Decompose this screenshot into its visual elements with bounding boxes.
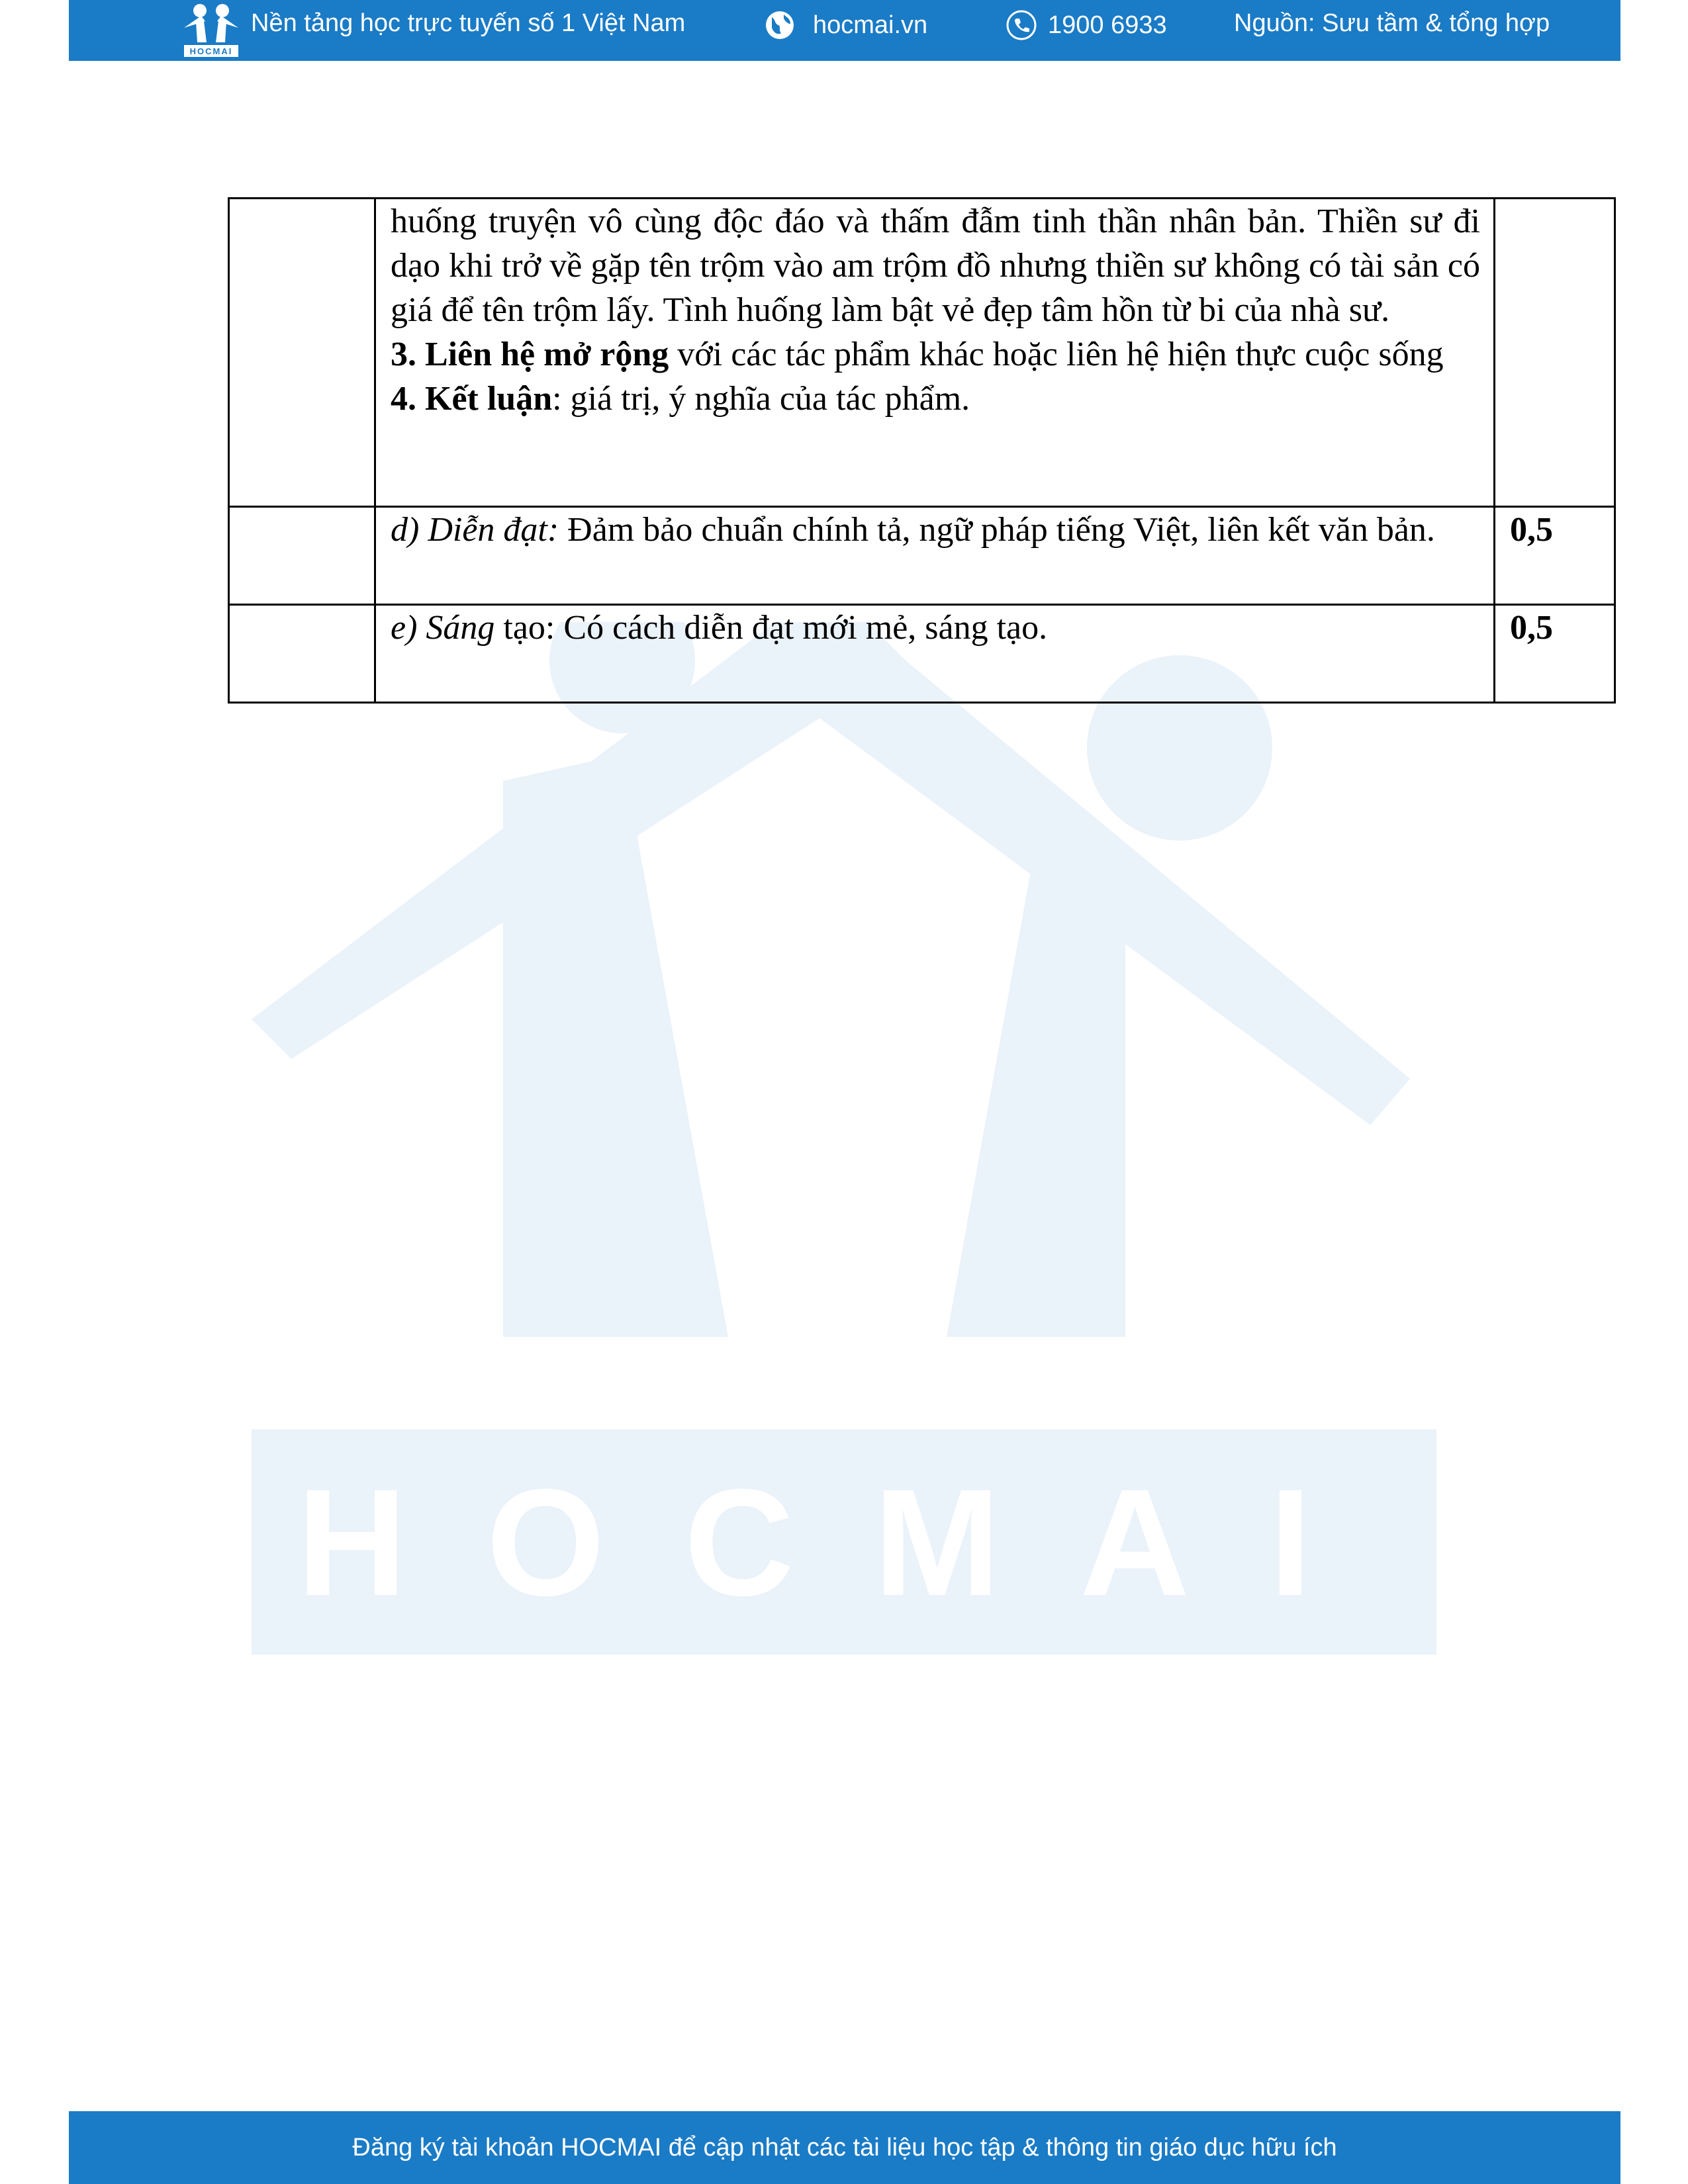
table-cell-content [375,507,1495,605]
watermark-text: HOCMAI [297,1457,1391,1627]
phone-link[interactable] [1006,9,1167,41]
globe-icon [764,9,796,41]
footer-text[interactable]: Đăng ký tài khoản HOCMAI để cập nhật các tài liệu học tập & thông tin giáo dục hữu ích [352,2133,1337,2161]
table-cell-empty [229,605,375,703]
table-cell-empty [229,199,375,507]
hocmai-watermark-icon [252,622,1436,1655]
table-cell-score: 0,5 [1495,507,1615,605]
table-cell-score [1495,199,1615,507]
table-row [229,605,1615,703]
source-text: Nguồn: Sưu tầm & tổng hợp [1234,9,1550,37]
paragraph-item-4 [391,377,1480,421]
table-cell-empty [229,507,375,605]
criterion-text: tạo: Có cách diễn đạt mới mẻ, sáng tạo. [494,609,1048,647]
item-3-text: với các tác phẩm khác hoặc liên hệ hiện thực cuộc sống [669,336,1444,373]
criterion-label: e) Sáng [391,609,495,647]
table-cell-score: 0,5 [1495,605,1615,703]
website-link[interactable] [764,9,927,41]
table-row [229,507,1615,605]
svg-text:HOCMAI: HOCMAI [189,46,233,56]
paragraph-item-3 [391,332,1480,377]
criterion-label: d) Diễn đạt: [391,511,559,549]
table-row [229,199,1615,507]
footer-bar [69,2111,1620,2184]
phone-text: 1900 6933 [1048,11,1167,39]
phone-icon [1006,9,1037,41]
website-text: hocmai.vn [813,11,928,39]
item-4-text: : giá trị, ý nghĩa của tác phẩm. [552,380,970,418]
paragraph-situation: huống truyện vô cùng độc đáo và thấm đẫm tinh thần nhân bản. Thiền sư đi dạo khi trở về gặp tên trộm vào am trộm đồ nhưng thiền sư không có tài sản có giá để tên trộm lấy. Tình huống làm bật vẻ đẹp tâm hồn từ bi của nhà sư. [391,203,1480,329]
item-3-heading: 3. Liên hệ mở rộng [391,336,669,373]
header-tagline: Nền tảng học trực tuyến số 1 Việt Nam [251,9,686,37]
item-4-heading: 4. Kết luận [391,380,553,418]
hocmai-logo-icon [181,1,241,60]
table-cell-content [375,199,1495,507]
criterion-text: Đảm bảo chuẩn chính tả, ngữ pháp tiếng Việt, liên kết văn bản. [559,511,1435,549]
answer-table [228,197,1616,704]
table-cell-content [375,605,1495,703]
header-bar [69,0,1620,61]
